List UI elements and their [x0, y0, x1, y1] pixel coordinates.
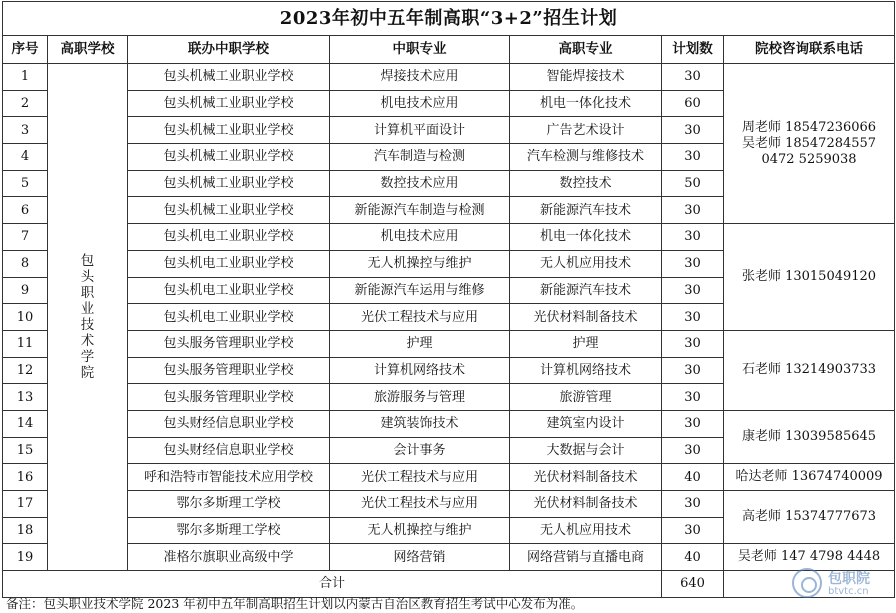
plan-count: 30 [662, 491, 724, 518]
table-title: 2023年初中五年制高职“3+2”招生计划 [3, 2, 895, 36]
gz-major: 光伏材料制备技术 [510, 304, 662, 331]
table-row [3, 64, 895, 91]
plan-count: 30 [662, 410, 724, 437]
partner-school: 包头机械工业职业学校 [128, 144, 330, 171]
header-plan: 计划数 [662, 36, 724, 64]
contact-line: 0472 5259038 [761, 151, 857, 167]
partner-school: 包头机械工业职业学校 [128, 117, 330, 144]
header-zz-major: 中职专业 [330, 36, 510, 64]
gz-major: 机电一体化技术 [510, 224, 662, 251]
plan-count: 30 [662, 357, 724, 384]
gz-major: 智能焊接技术 [510, 64, 662, 91]
gz-major: 数控技术 [510, 170, 662, 197]
plan-count: 30 [662, 224, 724, 251]
zz-major: 会计事务 [330, 437, 510, 464]
partner-school: 包头服务管理职业学校 [128, 357, 330, 384]
plan-count: 30 [662, 437, 724, 464]
gz-major: 无人机应用技术 [510, 517, 662, 544]
row-no: 17 [3, 491, 48, 518]
row-no: 18 [3, 517, 48, 544]
contact-cell [724, 491, 895, 544]
row-no: 11 [3, 330, 48, 357]
contact-cell [724, 224, 895, 331]
row-no: 9 [3, 277, 48, 304]
partner-school: 包头机械工业职业学校 [128, 90, 330, 117]
contact-line: 吴老师 18547284557 [741, 135, 877, 151]
partner-school: 呼和浩特市智能技术应用学校 [128, 464, 330, 491]
gz-major: 计算机网络技术 [510, 357, 662, 384]
header-college: 高职学校 [48, 36, 128, 64]
row-no: 10 [3, 304, 48, 331]
plan-count: 30 [662, 197, 724, 224]
contact-line: 周老师 18547236066 [741, 119, 877, 135]
header-contact: 院校咨询联系电话 [724, 36, 895, 64]
zz-major: 机电技术应用 [330, 224, 510, 251]
plan-count: 30 [662, 250, 724, 277]
college-cell [48, 64, 128, 571]
table-row [3, 544, 895, 571]
table-body [3, 64, 895, 571]
title-row [3, 2, 895, 36]
plan-count: 30 [662, 277, 724, 304]
contact-line: 康老师 13039585645 [741, 429, 877, 445]
header-row [3, 36, 895, 64]
watermark-seal-icon [792, 568, 822, 598]
watermark-domain: btvtc.cn [828, 586, 869, 597]
partner-school: 准格尔旗职业高级中学 [128, 544, 330, 571]
row-no: 19 [3, 544, 48, 571]
row-no: 13 [3, 384, 48, 411]
partner-school: 包头服务管理职业学校 [128, 330, 330, 357]
row-no: 16 [3, 464, 48, 491]
gz-major: 广告艺术设计 [510, 117, 662, 144]
zz-major: 焊接技术应用 [330, 64, 510, 91]
total-label: 合计 [3, 571, 662, 598]
gz-major: 护理 [510, 330, 662, 357]
row-no: 5 [3, 170, 48, 197]
partner-school: 鄂尔多斯理工学校 [128, 491, 330, 518]
total-value: 640 [662, 571, 724, 598]
row-no: 3 [3, 117, 48, 144]
zz-major: 新能源汽车制造与检测 [330, 197, 510, 224]
gz-major: 光伏材料制备技术 [510, 491, 662, 518]
partner-school: 包头机械工业职业学校 [128, 64, 330, 91]
zz-major: 网络营销 [330, 544, 510, 571]
partner-school: 包头财经信息职业学校 [128, 437, 330, 464]
table-row [3, 464, 895, 491]
watermark-name: 包职院 [828, 571, 870, 587]
header-no: 序号 [3, 36, 48, 64]
partner-school: 包头机电工业职业学校 [128, 250, 330, 277]
zz-major: 光伏工程技术与应用 [330, 304, 510, 331]
table-row [3, 491, 895, 518]
contact-cell [724, 64, 895, 224]
row-no: 15 [3, 437, 48, 464]
college-name: 包头职业技术学院 [80, 253, 95, 382]
zz-major: 建筑装饰技术 [330, 410, 510, 437]
gz-major: 光伏材料制备技术 [510, 464, 662, 491]
plan-count: 30 [662, 144, 724, 171]
gz-major: 旅游管理 [510, 384, 662, 411]
contact-line: 石老师 13214903733 [741, 362, 877, 378]
header-partner-school: 联办中职学校 [128, 36, 330, 64]
row-no: 14 [3, 410, 48, 437]
partner-school: 包头财经信息职业学校 [128, 410, 330, 437]
gz-major: 无人机应用技术 [510, 250, 662, 277]
row-no: 4 [3, 144, 48, 171]
row-no: 1 [3, 64, 48, 91]
gz-major: 机电一体化技术 [510, 90, 662, 117]
zz-major: 计算机平面设计 [330, 117, 510, 144]
zz-major: 无人机操控与维护 [330, 250, 510, 277]
gz-major: 新能源汽车技术 [510, 197, 662, 224]
zz-major: 计算机网络技术 [330, 357, 510, 384]
zz-major: 光伏工程技术与应用 [330, 491, 510, 518]
zz-major: 光伏工程技术与应用 [330, 464, 510, 491]
zz-major: 旅游服务与管理 [330, 384, 510, 411]
table-row [3, 410, 895, 437]
row-no: 7 [3, 224, 48, 251]
gz-major: 网络营销与直播电商 [510, 544, 662, 571]
zz-major: 护理 [330, 330, 510, 357]
contact-line: 吴老师 147 4798 4448 [737, 549, 881, 565]
plan-count: 30 [662, 517, 724, 544]
plan-count: 50 [662, 170, 724, 197]
contact-cell [724, 464, 895, 491]
plan-count: 30 [662, 64, 724, 91]
plan-count: 30 [662, 304, 724, 331]
plan-count: 60 [662, 90, 724, 117]
enrollment-plan-table [2, 1, 895, 598]
contact-line: 高老师 15374777673 [741, 509, 877, 525]
plan-count: 30 [662, 330, 724, 357]
gz-major: 大数据与会计 [510, 437, 662, 464]
row-no: 2 [3, 90, 48, 117]
zz-major: 汽车制造与检测 [330, 144, 510, 171]
partner-school: 包头机电工业职业学校 [128, 277, 330, 304]
plan-count: 30 [662, 117, 724, 144]
partner-school: 鄂尔多斯理工学校 [128, 517, 330, 544]
row-no: 12 [3, 357, 48, 384]
contact-line: 张老师 13015049120 [741, 269, 877, 284]
table-row [3, 330, 895, 357]
partner-school: 包头机电工业职业学校 [128, 224, 330, 251]
table-row [3, 224, 895, 251]
plan-count: 40 [662, 464, 724, 491]
watermark [792, 566, 892, 602]
partner-school: 包头机械工业职业学校 [128, 197, 330, 224]
zz-major: 数控技术应用 [330, 170, 510, 197]
zz-major: 机电技术应用 [330, 90, 510, 117]
header-gz-major: 高职专业 [510, 36, 662, 64]
footnote: 备注：包头职业技术学院 2023 年初中五年制高职招生计划以内蒙古自治区教育招生考试中心发布为准。 [6, 596, 584, 611]
gz-major: 汽车检测与维修技术 [510, 144, 662, 171]
partner-school: 包头机电工业职业学校 [128, 304, 330, 331]
total-row [3, 571, 895, 598]
plan-count: 30 [662, 384, 724, 411]
partner-school: 包头服务管理职业学校 [128, 384, 330, 411]
plan-count: 40 [662, 544, 724, 571]
row-no: 8 [3, 250, 48, 277]
contact-line: 哈达老师 13674740009 [735, 469, 883, 485]
partner-school: 包头机械工业职业学校 [128, 170, 330, 197]
zz-major: 新能源汽车运用与维修 [330, 277, 510, 304]
contact-cell [724, 410, 895, 463]
contact-cell [724, 330, 895, 410]
zz-major: 无人机操控与维护 [330, 517, 510, 544]
gz-major: 建筑室内设计 [510, 410, 662, 437]
gz-major: 新能源汽车技术 [510, 277, 662, 304]
row-no: 6 [3, 197, 48, 224]
